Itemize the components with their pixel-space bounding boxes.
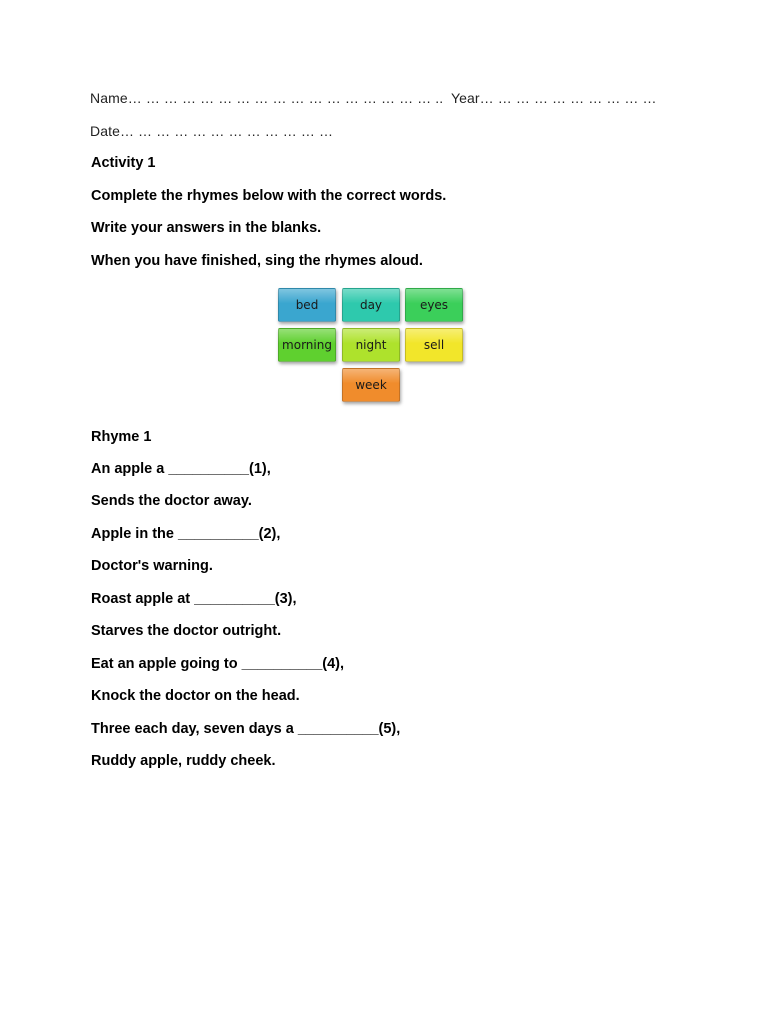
name-field[interactable]: Name… … … … … … … … … … … … … … … … … .. [90,90,444,106]
rhyme-line-5[interactable]: Roast apple at __________(3), [91,591,297,607]
rhyme-line-8: Knock the doctor on the head. [91,688,300,704]
instruction-1: Complete the rhymes below with the correct words. [91,188,447,204]
rhyme-title: Rhyme 1 [91,429,152,445]
rhyme-line-9[interactable]: Three each day, seven days a __________(5), [91,721,401,737]
word-tile-day[interactable]: day [342,288,400,322]
instruction-3: When you have finished, sing the rhymes aloud. [91,253,423,269]
year-field[interactable]: Year… … … … … … … … … … [451,90,657,106]
rhyme-line-4: Doctor's warning. [91,558,213,574]
word-tile-night[interactable]: night [342,328,400,362]
rhyme-line-6: Starves the doctor outright. [91,623,282,639]
word-tile-eyes[interactable]: eyes [405,288,463,322]
word-tile-bed[interactable]: bed [278,288,336,322]
activity-title: Activity 1 [91,155,156,171]
rhyme-line-2: Sends the doctor away. [91,493,252,509]
rhyme-line-1[interactable]: An apple a __________(1), [91,461,271,477]
rhyme-line-7[interactable]: Eat an apple going to __________(4), [91,656,345,672]
instruction-2: Write your answers in the blanks. [91,220,322,236]
date-field[interactable]: Date… … … … … … … … … … … … [90,123,334,139]
word-bank [278,288,468,408]
rhyme-line-10: Ruddy apple, ruddy cheek. [91,753,276,769]
word-tile-week[interactable]: week [342,368,400,402]
word-tile-sell[interactable]: sell [405,328,463,362]
word-tile-morning[interactable]: morning [278,328,336,362]
rhyme-line-3[interactable]: Apple in the __________(2), [91,526,281,542]
